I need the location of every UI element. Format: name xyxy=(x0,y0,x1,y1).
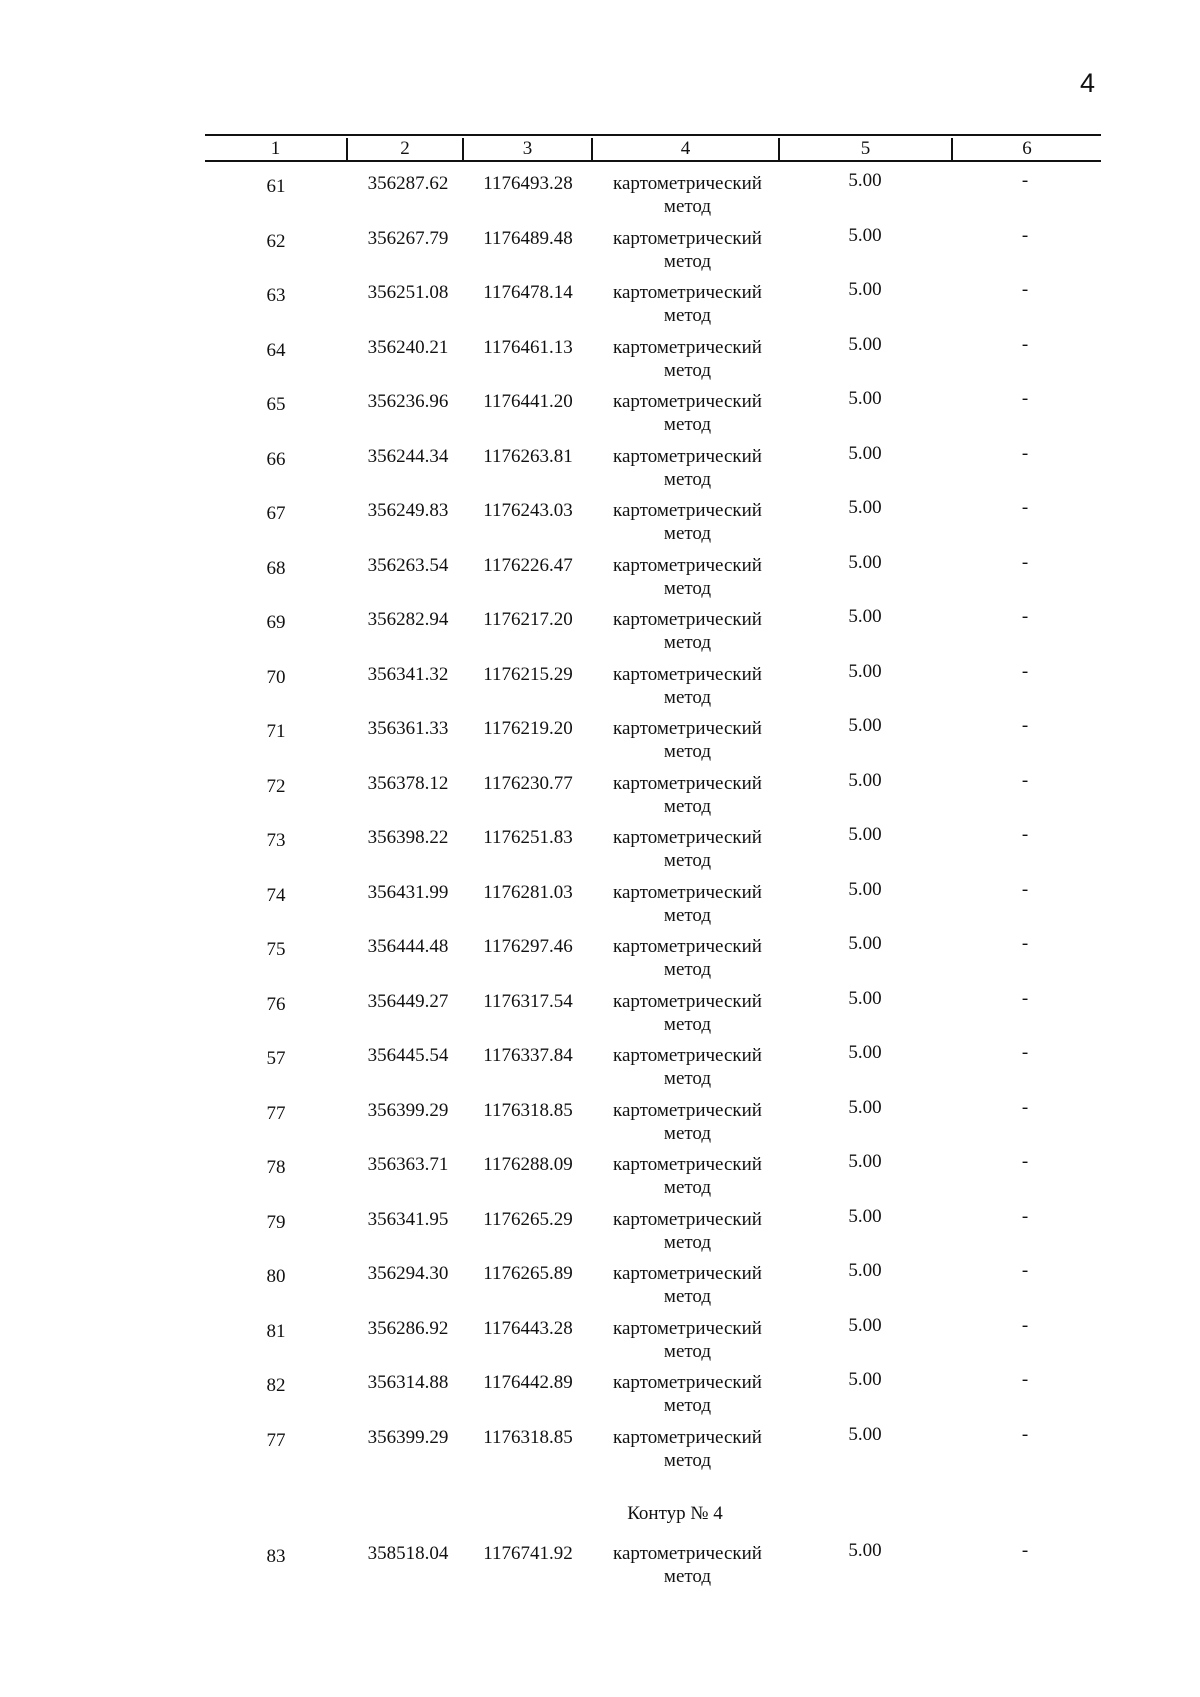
coord-x: 356341.95 xyxy=(367,1208,449,1230)
method-line-2: метод xyxy=(663,1177,712,1198)
point-number: 64 xyxy=(266,339,286,361)
method xyxy=(595,1153,780,1199)
table-row xyxy=(0,442,1200,495)
point-number: 74 xyxy=(266,884,286,906)
coord-x: 356314.88 xyxy=(367,1372,449,1393)
note: - xyxy=(1021,1369,1029,1390)
table-row xyxy=(0,172,1200,222)
coord-x: 356287.62 xyxy=(367,173,449,194)
method-line-1: картометрический xyxy=(613,663,762,685)
table-row xyxy=(0,1423,1200,1476)
method-line-2: метод xyxy=(663,523,712,544)
coord-y: 1176442.89 xyxy=(483,1372,573,1393)
point-number: 75 xyxy=(266,939,286,960)
coord-x: 356244.34 xyxy=(367,445,449,467)
coord-y: 1176217.20 xyxy=(483,609,573,630)
method-line-2: метод xyxy=(663,1286,712,1307)
coord-x: 356398.22 xyxy=(367,827,449,848)
coord-y: 1176230.77 xyxy=(483,772,573,794)
note: - xyxy=(1021,933,1029,954)
point-number: 57 xyxy=(266,1048,286,1069)
method xyxy=(595,717,780,763)
note: - xyxy=(1021,824,1029,845)
coord-x: 356294.30 xyxy=(367,1263,449,1284)
method-line-1: картометрический xyxy=(613,1208,762,1230)
note: - xyxy=(1021,715,1029,736)
method-line-2: метод xyxy=(663,577,712,599)
coord-y: 1176493.28 xyxy=(483,173,573,194)
note: - xyxy=(1021,1260,1029,1281)
table-row xyxy=(0,1314,1200,1367)
table-row xyxy=(0,717,1200,767)
method-line-2: метод xyxy=(663,1395,712,1416)
method-line-2: метод xyxy=(663,305,712,326)
method-line-2: метод xyxy=(663,196,712,217)
accuracy: 5.00 xyxy=(848,1205,882,1227)
table-row xyxy=(0,1153,1200,1203)
accuracy: 5.00 xyxy=(848,388,882,409)
note: - xyxy=(1021,224,1029,246)
method xyxy=(595,336,780,382)
point-number: 77 xyxy=(266,1102,286,1124)
coord-y: 1176288.09 xyxy=(483,1154,573,1175)
coord-x: 356341.32 xyxy=(367,663,449,685)
table-row xyxy=(0,1542,1200,1592)
point-number: 77 xyxy=(266,1429,286,1451)
note: - xyxy=(1021,1042,1029,1063)
table-row xyxy=(0,878,1200,931)
coord-y: 1176318.85 xyxy=(483,1426,573,1448)
method-line-1: картометрический xyxy=(613,1372,762,1393)
method xyxy=(595,1542,780,1588)
note: - xyxy=(1021,1205,1029,1227)
accuracy: 5.00 xyxy=(848,824,882,845)
note: - xyxy=(1021,170,1029,191)
method xyxy=(595,390,780,436)
header-col-6: 6 xyxy=(1022,138,1032,159)
method xyxy=(595,281,780,327)
method xyxy=(595,1426,780,1472)
coord-x: 356399.29 xyxy=(367,1426,449,1448)
method xyxy=(595,1099,780,1145)
point-number: 82 xyxy=(266,1375,286,1396)
method xyxy=(595,445,780,491)
coord-x: 356263.54 xyxy=(367,554,449,576)
coord-y: 1176443.28 xyxy=(483,1317,573,1339)
coord-x: 356378.12 xyxy=(367,772,449,794)
coord-x: 356249.83 xyxy=(367,500,449,521)
table-row xyxy=(0,769,1200,822)
coord-x: 356399.29 xyxy=(367,1099,449,1121)
method-line-1: картометрический xyxy=(613,554,762,576)
point-number: 73 xyxy=(266,830,286,851)
note: - xyxy=(1021,333,1029,355)
method xyxy=(595,499,780,545)
method-line-1: картометрический xyxy=(613,827,762,848)
method-line-2: метод xyxy=(663,1122,712,1144)
point-number: 63 xyxy=(266,285,286,306)
accuracy: 5.00 xyxy=(848,1540,882,1561)
point-number: 67 xyxy=(266,503,286,524)
coord-y: 1176265.29 xyxy=(483,1208,573,1230)
accuracy: 5.00 xyxy=(848,1151,882,1172)
accuracy: 5.00 xyxy=(848,279,882,300)
table-row xyxy=(0,608,1200,658)
accuracy: 5.00 xyxy=(848,1042,882,1063)
method-line-2: метод xyxy=(663,959,712,980)
coord-y: 1176741.92 xyxy=(483,1543,573,1564)
coord-y: 1176317.54 xyxy=(483,990,573,1012)
method xyxy=(595,227,780,273)
method-line-2: метод xyxy=(663,632,712,653)
point-number: 65 xyxy=(266,394,286,415)
table-row xyxy=(0,1262,1200,1312)
method-line-1: картометрический xyxy=(613,936,762,957)
method xyxy=(595,172,780,218)
method-line-1: картометрический xyxy=(613,1154,762,1175)
accuracy: 5.00 xyxy=(848,660,882,682)
coord-x: 356267.79 xyxy=(367,227,449,249)
coord-x: 356363.71 xyxy=(367,1154,449,1175)
method-line-2: метод xyxy=(663,1231,712,1253)
method-line-2: метод xyxy=(663,850,712,871)
coord-y: 1176441.20 xyxy=(483,391,573,412)
point-number: 68 xyxy=(266,557,286,579)
method-line-1: картометрический xyxy=(613,173,762,194)
method-line-2: метод xyxy=(663,741,712,762)
coord-y: 1176265.89 xyxy=(483,1263,573,1284)
coord-x: 356431.99 xyxy=(367,881,449,903)
note: - xyxy=(1021,769,1029,791)
method-line-1: картометрический xyxy=(613,1099,762,1121)
method-line-1: картометрический xyxy=(613,445,762,467)
accuracy: 5.00 xyxy=(848,333,882,355)
coord-y: 1176461.13 xyxy=(483,336,573,358)
coord-y: 1176243.03 xyxy=(483,500,573,521)
note: - xyxy=(1021,878,1029,900)
table-row xyxy=(0,551,1200,604)
note: - xyxy=(1021,660,1029,682)
method-line-1: картометрический xyxy=(613,1426,762,1448)
table-row xyxy=(0,935,1200,985)
accuracy: 5.00 xyxy=(848,551,882,573)
note: - xyxy=(1021,551,1029,573)
method-line-2: метод xyxy=(663,1566,712,1587)
point-number: 70 xyxy=(266,666,286,688)
method xyxy=(595,1208,780,1254)
accuracy: 5.00 xyxy=(848,769,882,791)
point-number: 72 xyxy=(266,775,286,797)
table-row xyxy=(0,1096,1200,1149)
method-line-1: картометрический xyxy=(613,282,762,303)
note: - xyxy=(1021,1423,1029,1445)
accuracy: 5.00 xyxy=(848,987,882,1009)
method-line-2: метод xyxy=(663,1449,712,1471)
coord-x: 356282.94 xyxy=(367,609,449,630)
table-row xyxy=(0,499,1200,549)
method xyxy=(595,1262,780,1308)
contour-section-title: Контур № 4 xyxy=(627,1503,723,1524)
method-line-2: метод xyxy=(663,359,712,381)
note: - xyxy=(1021,279,1029,300)
method-line-1: картометрический xyxy=(613,1317,762,1339)
header-col-5: 5 xyxy=(860,138,871,159)
note: - xyxy=(1021,388,1029,409)
point-number: 66 xyxy=(266,448,286,470)
method-line-2: метод xyxy=(663,904,712,926)
note: - xyxy=(1021,442,1029,464)
table-row xyxy=(0,281,1200,331)
coord-x: 356286.92 xyxy=(367,1317,449,1339)
note: - xyxy=(1021,497,1029,518)
table-row xyxy=(0,660,1200,713)
coord-x: 356445.54 xyxy=(367,1045,449,1066)
method-line-2: метод xyxy=(663,414,712,435)
method-line-1: картометрический xyxy=(613,881,762,903)
coord-x: 358518.04 xyxy=(367,1543,449,1564)
table-row xyxy=(0,1205,1200,1258)
table-row xyxy=(0,333,1200,386)
table-row xyxy=(0,224,1200,277)
table-header-top-rule xyxy=(205,134,1101,136)
accuracy: 5.00 xyxy=(848,1423,882,1445)
point-number: 83 xyxy=(266,1546,286,1567)
method xyxy=(595,990,780,1036)
point-number: 62 xyxy=(266,230,286,252)
point-number: 78 xyxy=(266,1157,286,1178)
method xyxy=(595,1371,780,1417)
accuracy: 5.00 xyxy=(848,224,882,246)
page-number: 4 xyxy=(1080,68,1096,98)
coord-y: 1176297.46 xyxy=(483,936,573,957)
method xyxy=(595,772,780,818)
method-line-1: картометрический xyxy=(613,1263,762,1284)
method-line-1: картометрический xyxy=(613,1543,762,1564)
table-row xyxy=(0,987,1200,1040)
note: - xyxy=(1021,1151,1029,1172)
method xyxy=(595,826,780,872)
accuracy: 5.00 xyxy=(848,878,882,900)
coord-y: 1176215.29 xyxy=(483,663,573,685)
header-col-3: 3 xyxy=(522,138,533,159)
point-number: 71 xyxy=(266,721,286,742)
coord-x: 356240.21 xyxy=(367,336,449,358)
point-number: 81 xyxy=(266,1320,286,1342)
point-number: 79 xyxy=(266,1211,286,1233)
method-line-1: картометрический xyxy=(613,227,762,249)
method-line-2: метод xyxy=(663,1340,712,1362)
table-row xyxy=(0,1044,1200,1094)
method-line-1: картометрический xyxy=(613,336,762,358)
method-line-2: метод xyxy=(663,1068,712,1089)
method xyxy=(595,935,780,981)
method-line-1: картометрический xyxy=(613,609,762,630)
note: - xyxy=(1021,606,1029,627)
method-line-1: картометрический xyxy=(613,718,762,739)
accuracy: 5.00 xyxy=(848,715,882,736)
accuracy: 5.00 xyxy=(848,170,882,191)
table-header-bottom-rule xyxy=(205,160,1101,162)
method-line-2: метод xyxy=(663,250,712,272)
method-line-2: метод xyxy=(663,686,712,708)
method-line-2: метод xyxy=(663,795,712,817)
method-line-2: метод xyxy=(663,468,712,490)
point-number: 69 xyxy=(266,612,286,633)
method xyxy=(595,608,780,654)
point-number: 76 xyxy=(266,993,286,1015)
coord-x: 356449.27 xyxy=(367,990,449,1012)
accuracy: 5.00 xyxy=(848,1096,882,1118)
coord-x: 356444.48 xyxy=(367,936,449,957)
method-line-1: картометрический xyxy=(613,500,762,521)
method-line-2: метод xyxy=(663,1013,712,1035)
method-line-1: картометрический xyxy=(613,1045,762,1066)
note: - xyxy=(1021,987,1029,1009)
method xyxy=(595,881,780,927)
coord-y: 1176489.48 xyxy=(483,227,573,249)
accuracy: 5.00 xyxy=(848,1260,882,1281)
method xyxy=(595,1317,780,1363)
note: - xyxy=(1021,1540,1029,1561)
method-line-1: картометрический xyxy=(613,990,762,1012)
header-col-4: 4 xyxy=(680,138,691,159)
accuracy: 5.00 xyxy=(848,442,882,464)
note: - xyxy=(1021,1314,1029,1336)
coord-x: 356361.33 xyxy=(367,718,449,739)
coord-y: 1176219.20 xyxy=(483,718,573,739)
coord-y: 1176226.47 xyxy=(483,554,573,576)
coord-y: 1176263.81 xyxy=(483,445,573,467)
note: - xyxy=(1021,1096,1029,1118)
method xyxy=(595,554,780,600)
accuracy: 5.00 xyxy=(848,497,882,518)
coord-y: 1176337.84 xyxy=(483,1045,573,1066)
method-line-1: картометрический xyxy=(613,391,762,412)
coord-y: 1176251.83 xyxy=(483,827,573,848)
accuracy: 5.00 xyxy=(848,606,882,627)
coord-y: 1176281.03 xyxy=(483,881,573,903)
method xyxy=(595,663,780,709)
coord-x: 356236.96 xyxy=(367,391,449,412)
header-col-2: 2 xyxy=(400,138,410,159)
table-row xyxy=(0,1371,1200,1421)
header-col-1: 1 xyxy=(270,138,281,159)
point-number: 80 xyxy=(266,1266,286,1287)
table-row xyxy=(0,826,1200,876)
point-number: 61 xyxy=(266,176,286,197)
method xyxy=(595,1044,780,1090)
accuracy: 5.00 xyxy=(848,933,882,954)
table-row xyxy=(0,390,1200,440)
accuracy: 5.00 xyxy=(848,1314,882,1336)
coord-y: 1176478.14 xyxy=(483,282,573,303)
accuracy: 5.00 xyxy=(848,1369,882,1390)
method-line-1: картометрический xyxy=(613,772,762,794)
coord-x: 356251.08 xyxy=(367,282,449,303)
coord-y: 1176318.85 xyxy=(483,1099,573,1121)
